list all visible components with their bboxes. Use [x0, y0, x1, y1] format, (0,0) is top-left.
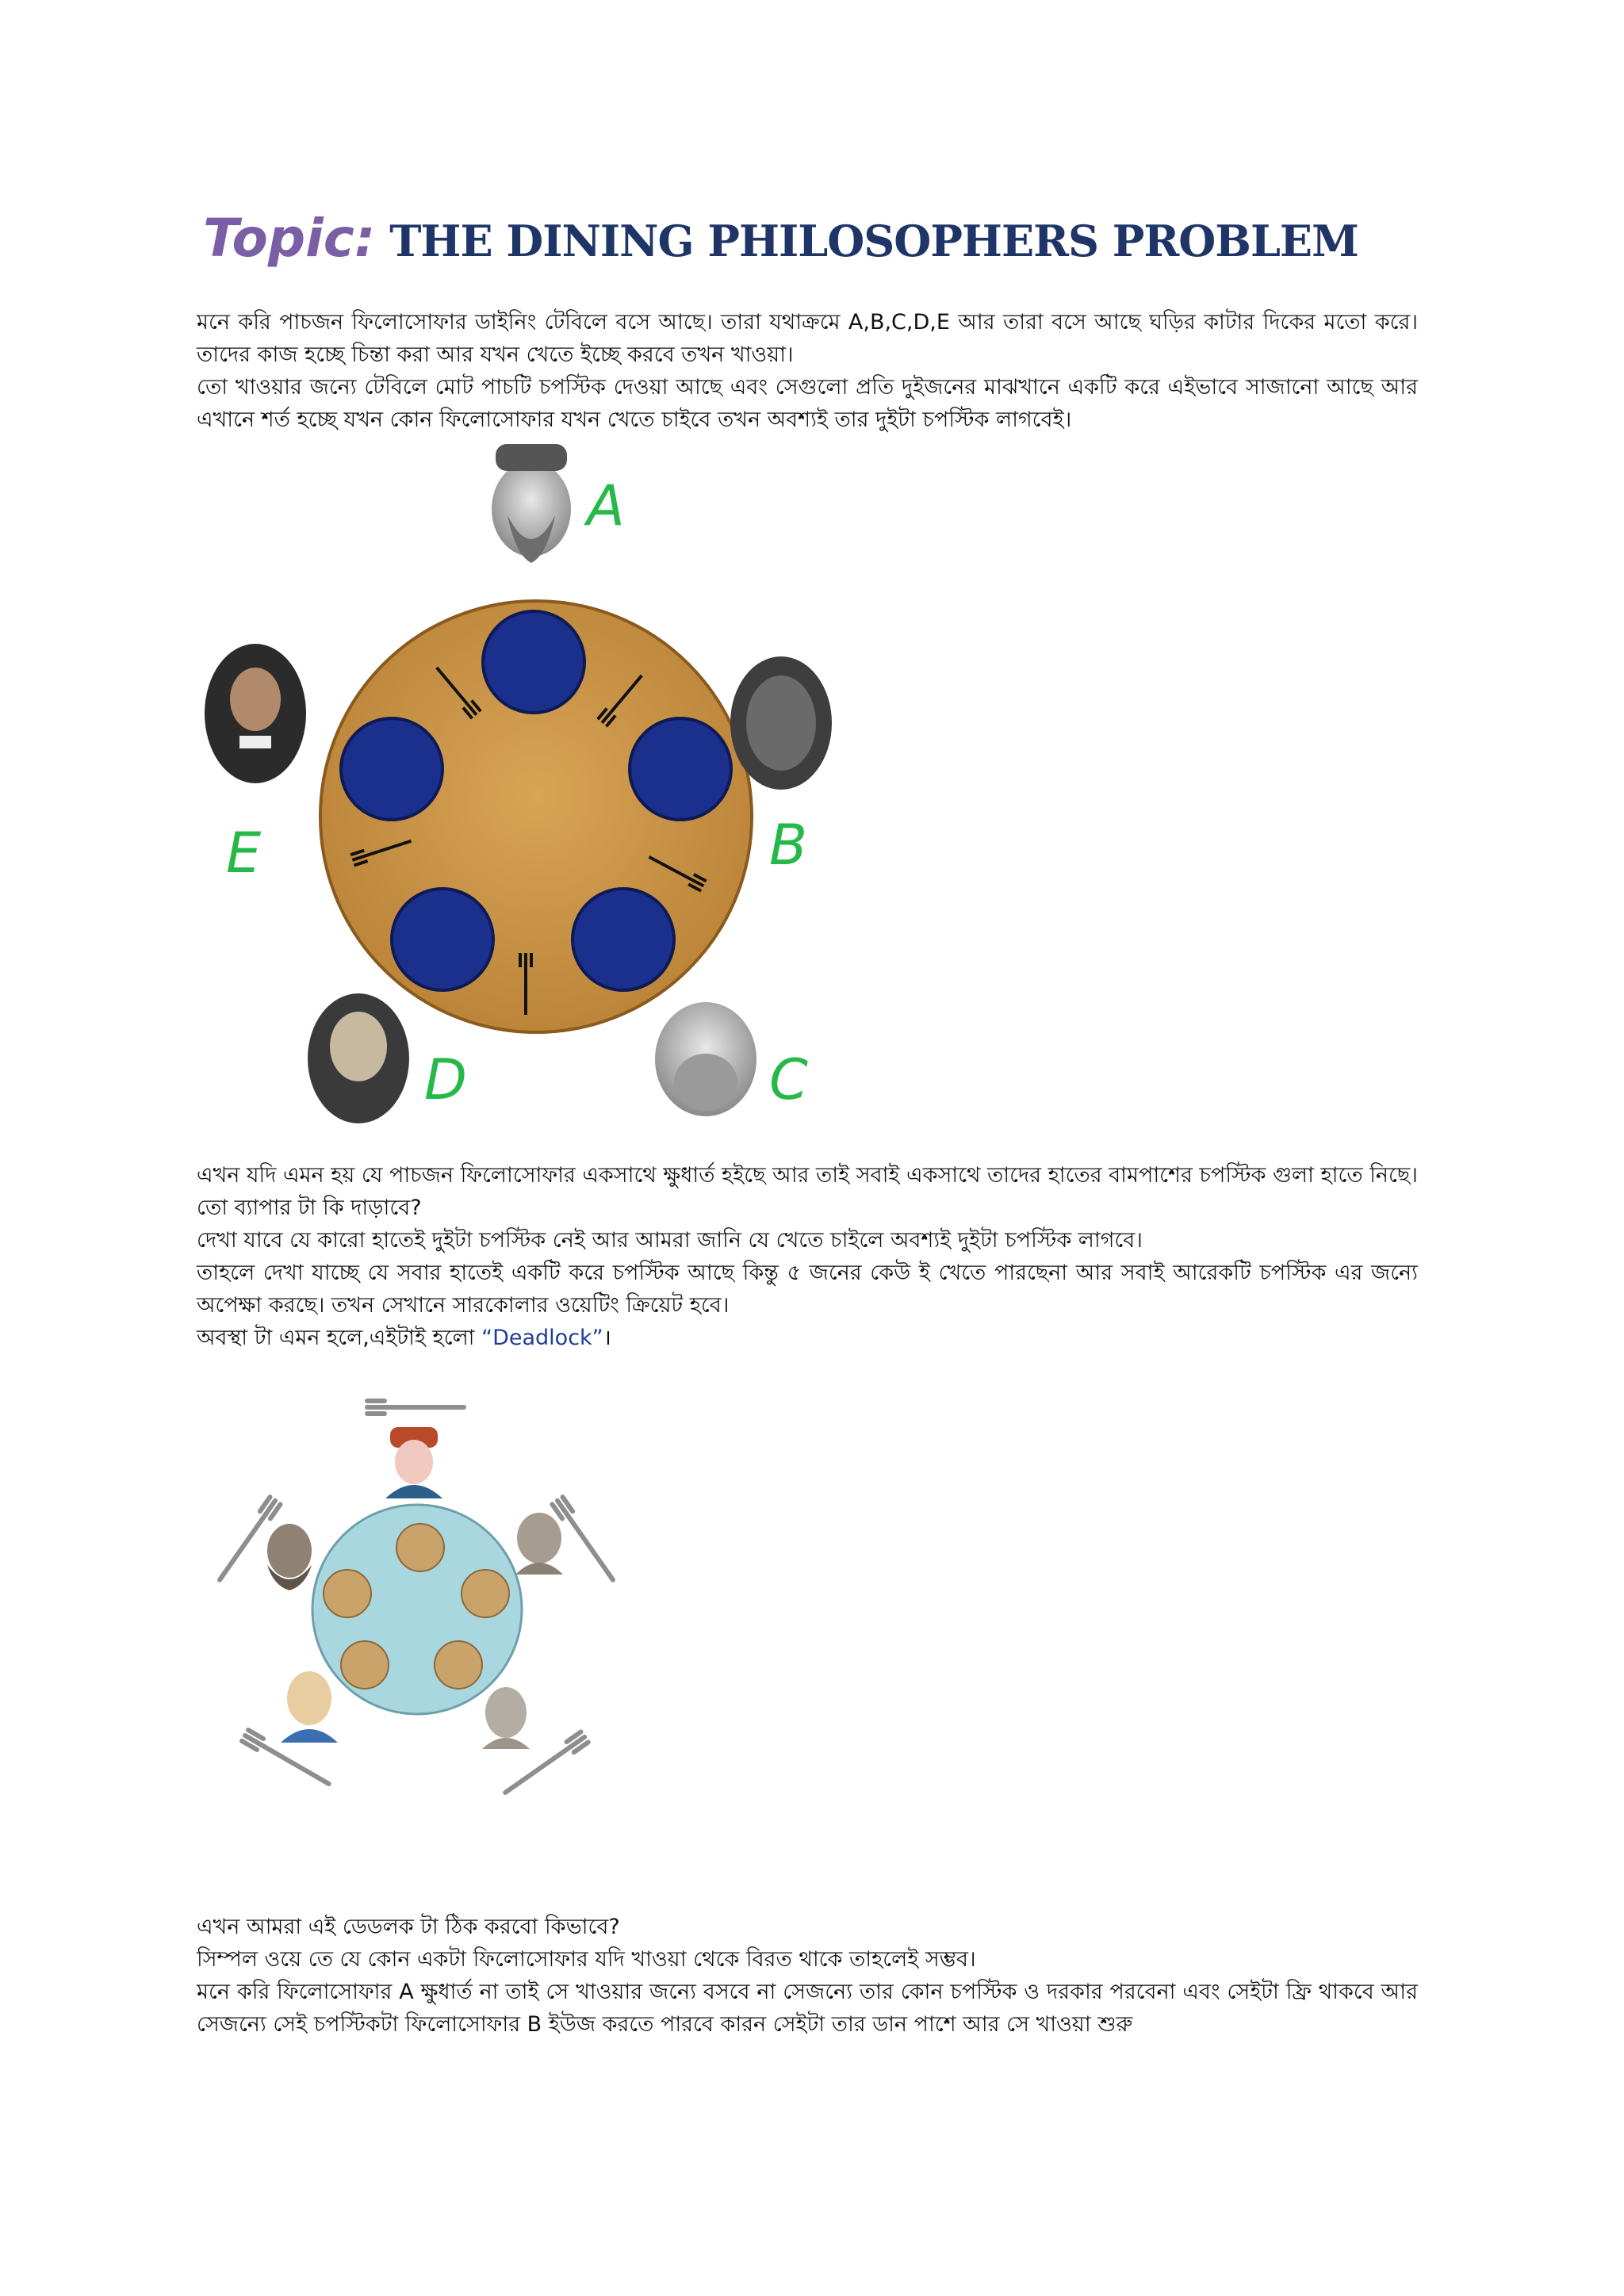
philosopher-portrait-e [205, 644, 306, 783]
philosopher-portrait-c [655, 1002, 756, 1116]
philosopher-figure [281, 1671, 338, 1743]
plate [392, 889, 493, 990]
philosopher-figure [515, 1513, 563, 1575]
label-c: C [769, 1047, 808, 1112]
deadlock-word: “Deadlock” [481, 1326, 603, 1350]
bread [324, 1570, 371, 1617]
fork-icon [552, 1497, 618, 1583]
intro-line: তো খাওয়ার জন্যে টেবিলে মোট পাচটি চপস্টিক দেওয়া আছে এবং সেগুলো প্রতি দুইজনের মাঝখানে একটি করে এইভাবে সাজানো আছে আর এখানে শর্ত হচ্ছে যখন কোন ফিলোসোফার যখন খেতে চাইবে তখন অবশ্যই তার দুইটা চপস্টিক লাগবেই। [197, 375, 1418, 432]
closing-line: মনে করি ফিলোসোফার A ক্ষুধার্ত না তাই সে খাওয়ার জন্যে বসবে না সেজন্যে তার কোন চপস্টিক ও দরকার পরবেনা এবং সেইটা ফ্রি থাকবে আর সেজন্যে সেই চপস্টিকটা ফিলোসোফার B ইউজ করতে পারবে কারন সেইটা তার ডান পাশে আর সে খাওয়া শুরু [197, 1980, 1418, 2037]
closing-line: এখন আমরা এই ডেডলক টা ঠিক করবো কিভাবে? [197, 1915, 620, 1939]
intro-line: মনে করি পাচজন ফিলোসোফার ডাইনিং টেবিলে বসে আছে। তারা যথাক্রমে A,B,C,D,E আর তারা বসে আছে ঘড়ির কাটার দিকের মতো করে। তাদের কাজ হচ্ছে চিন্তা করা আর যখন খেতে ইচ্ছে করবে তখন খাওয়া। [197, 310, 1418, 367]
bread [435, 1641, 482, 1689]
philosopher-figure [482, 1687, 530, 1749]
deadlock-prefix: অবস্থা টা এমন হলে,এইটাই হলো [197, 1326, 482, 1350]
closing-paragraph [197, 1911, 1418, 2041]
label-d: D [424, 1047, 467, 1112]
middle-paragraph [197, 1159, 1418, 1354]
philosopher-figure [267, 1524, 312, 1590]
middle-line: তো ব্যাপার টা কি দাড়াবে? [197, 1196, 422, 1220]
dining-table-figure [190, 444, 888, 1142]
closing-line: সিম্পল ওয়ে তে যে কোন একটা ফিলোসোফার যদি খাওয়া থেকে বিরত থাকে তাহলেই সম্ভব। [197, 1947, 976, 1972]
plate [573, 889, 674, 990]
bread [462, 1570, 509, 1617]
plate [483, 611, 584, 713]
middle-line: তাহলে দেখা যাচ্ছে যে সবার হাতেই একটি করে চপস্টিক আছে কিন্তু ৫ জনের কেউ ই খেতে পারছেনা আর সবাই আরেকটি চপস্টিক এর জন্যে অপেক্ষা করছে। তখন সেখানে সারকোলার ওয়েটিং ক্রিয়েট হবে। [197, 1261, 1418, 1318]
deadlock-line [197, 1322, 1418, 1354]
plate [341, 718, 442, 820]
bread [396, 1524, 444, 1571]
bread [341, 1641, 389, 1689]
title-main: THE DINING PHILOSOPHERS PROBLEM [389, 216, 1358, 266]
label-e: E [226, 821, 262, 886]
philosopher-portrait-d [308, 993, 409, 1123]
page-title [203, 208, 1358, 269]
philosopher-portrait-a [492, 444, 571, 563]
fork-icon [367, 1401, 464, 1414]
intro-paragraph [197, 306, 1418, 436]
philosopher-portrait-b [730, 656, 832, 790]
middle-line: দেখা যাবে যে কারো হাতেই দুইটা চপস্টিক নেই আর আমরা জানি যে খেতে চাইলে অবশ্যই দুইটা চপস্টিক লাগবে। [197, 1228, 1143, 1253]
label-a: A [587, 473, 625, 538]
title-prefix: Topic: [203, 208, 376, 269]
plate [630, 718, 731, 820]
middle-line: এখন যদি এমন হয় যে পাচজন ফিলোসোফার একসাথে ক্ষুধার্ত হইছে আর তাই সবাই একসাথে তাদের হাতের বামপাশের চপস্টিক গুলা হাতে নিছে। [197, 1163, 1418, 1188]
label-b: B [769, 813, 808, 878]
deadlock-suffix: । [603, 1326, 611, 1350]
philosopher-figure [385, 1427, 442, 1498]
deadlock-figure [190, 1395, 650, 1823]
